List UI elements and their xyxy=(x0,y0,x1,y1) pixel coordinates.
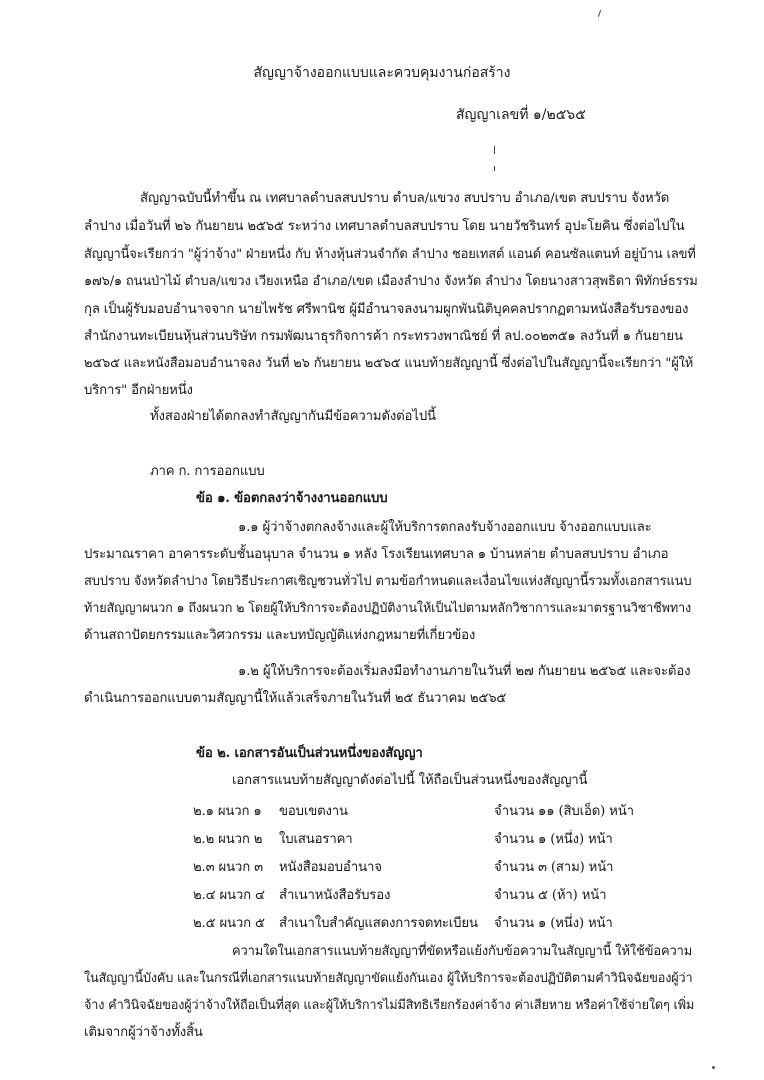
clause-1-2-line: ๑.๒ ผู้ให้บริการจะต้องเริ่มลงมือทำงานภายในวันที่ ๒๗ กันยายน ๒๕๖๕ และจะต้อง xyxy=(238,664,691,679)
attachment-label: ๒.๕ ผนวก ๕ xyxy=(193,916,265,931)
intro-line: สัญญานี้จะเรียกว่า "ผู้ว่าจ้าง" ฝ่ายหนึ่ง กับ ห้างหุ้นส่วนจำกัด ลำปาง ชอยเทสต์ แอนด์ คอนซัลแตนท์ อยู่บ้าน เลขที่ xyxy=(84,247,696,262)
intro-line: ลำปาง เมื่อวันที่ ๒๖ กันยายน ๒๕๖๕ ระหว่าง เทศบาลตำบลสบปราบ โดย นายวัชรินทร์ อุปะโยคิน ซึ่งต่อไปใน xyxy=(84,219,685,234)
clause-2-closing-line: จ้าง คำวินิจฉัยของผู้ว่าจ้างให้ถือเป็นที่สุด และผู้ให้บริการไม่มีสิทธิเรียกร้องค่าจ้าง ค่าเสียหาย หรือค่าใช้จ่ายใดๆ เพิ่ม xyxy=(84,997,695,1012)
scan-mark xyxy=(494,146,495,154)
clause-1-1-line: ท้ายสัญญาผนวก ๑ ถึงผนวก ๒ โดยผู้ให้บริการจะต้องปฏิบัติงานให้เป็นไปตามหลักวิชาการและมาตรฐานวิชาชีพทาง xyxy=(84,600,692,615)
clause-1-1-line: ประมาณราคา อาคารระดับชั้นอนุบาล จำนวน ๑ หลัง โรงเรียนเทศบาล ๑ บ้านหล่าย ตำบลสบปราบ อำเภอ xyxy=(84,547,669,562)
clause-1-1-line: สบปราบ จังหวัดลำปาง โดยวิธีประกาศเชิญชวนทั่วไป ตามข้อกำหนดและเงื่อนไขแห่งสัญญานี้รวมทั้งเอกสารแนบ xyxy=(84,574,692,589)
intro-line: สำนักงานทะเบียนหุ้นส่วนบริษัท กรมพัฒนาธุรกิจการค้า กระทรวงพาณิชย์ ที่ ลป.๐๐๒๓๕๑ ลงวันที่ ๑ กันยายน xyxy=(84,329,683,344)
attachment-label: ๒.๓ ผนวก ๓ xyxy=(193,860,263,875)
clause-2-heading: ข้อ ๒. เอกสารอันเป็นส่วนหนึ่งของสัญญา xyxy=(196,746,423,761)
clause-1-1-line: ด้านสถาปัตยกรรมและวิศวกรรม และบทบัญญัติแห่งกฎหมายที่เกี่ยวข้อง xyxy=(84,628,476,643)
scan-speck xyxy=(712,1066,715,1069)
page-title: สัญญาจ้างออกแบบและควบคุมงานก่อสร้าง xyxy=(253,65,511,81)
attachment-count: จำนวน ๑๑ (สิบเอ็ด) หน้า xyxy=(494,804,634,819)
attachment-desc: หนังสือมอบอำนาจ xyxy=(279,860,382,875)
attachment-count: จำนวน ๑ (หนึ่ง) หน้า xyxy=(494,916,613,931)
attachment-desc: สำเนาหนังสือรับรอง xyxy=(279,888,391,903)
scan-mark xyxy=(494,166,495,171)
contract-number: สัญญาเลขที่ ๑/๒๕๖๕ xyxy=(456,107,586,123)
intro-line: ๒๕๖๕ และหนังสือมอบอำนาจลง วันที่ ๒๖ กันยายน ๒๕๖๕ แนบท้ายสัญญานี้ ซึ่งต่อไปในสัญญานี้จะเรียกว่า "ผู้ให้ xyxy=(84,356,694,371)
clause-1-1-line: ๑.๑ ผู้ว่าจ้างตกลงจ้างและผู้ให้บริการตกลงรับจ้างออกแบบ จ้างออกแบบและ xyxy=(238,520,652,535)
clause-2-closing-line: ความใดในเอกสารแนบท้ายสัญญาที่ขัดหรือแย้งกับข้อความในสัญญานี้ ให้ใช้ข้อความ xyxy=(232,944,693,959)
attachment-count: จำนวน ๑ (หนึ่ง) หน้า xyxy=(494,832,613,847)
intro-line: ๑๗๖/๑ ถนนป่าไม้ ตำบล/แขวง เวียงเหนือ อำเภอ/เขต เมืองลำปาง จังหวัด ลำปาง โดยนางสาวสุพธิดา พิทักษ์ธรรม xyxy=(84,274,698,289)
intro-line: บริการ" อีกฝ่ายหนึ่ง xyxy=(84,383,193,398)
clause-2-closing-line: เติมจากผู้ว่าจ้างทั้งสิ้น xyxy=(84,1025,203,1040)
intro-line: กุล เป็นผู้รับมอบอำนาจจาก นายไพรัช ศรีพานิช ผู้มีอำนาจลงนามผูกพันนิติบุคคลปรากฏตามหนังสือรับรองของ xyxy=(84,302,689,317)
attachment-label: ๒.๒ ผนวก ๒ xyxy=(193,832,263,847)
attachment-count: จำนวน ๕ (ห้า) หน้า xyxy=(494,888,607,903)
attachment-desc: ขอบเขตงาน xyxy=(279,804,348,819)
clause-2-lead: เอกสารแนบท้ายสัญญาดังต่อไปนี้ ให้ถือเป็นส่วนหนึ่งของสัญญานี้ xyxy=(232,773,588,788)
attachment-label: ๒.๔ ผนวก ๔ xyxy=(193,888,265,903)
clause-1-heading: ข้อ ๑. ข้อตกลงว่าจ้างงานออกแบบ xyxy=(196,491,388,506)
clause-2-closing-line: ในสัญญานี้บังคับ และในกรณีที่เอกสารแนบท้ายสัญญาขัดแย้งกันเอง ผู้ให้บริการจะต้องปฏิบัติตามคำวินิจฉัยของผู้ว่า xyxy=(84,970,693,985)
intro-line: สัญญาฉบับนี้ทำขึ้น ณ เทศบาลตำบลสบปราบ ตำบล/แขวง สบปราบ อำเภอ/เขต สบปราบ จังหวัด xyxy=(140,191,670,206)
clause-1-2-line: ดำเนินการออกแบบตามสัญญานี้ให้แล้วเสร็จภายในวันที่ ๒๕ ธันวาคม ๒๕๖๕ xyxy=(84,691,507,706)
scan-mark xyxy=(598,10,601,17)
agreement-line: ทั้งสองฝ่ายได้ตกลงทำสัญญากันมีข้อความดังต่อไปนี้ xyxy=(150,409,436,424)
attachment-label: ๒.๑ ผนวก ๑ xyxy=(193,804,262,819)
attachment-desc: ใบเสนอราคา xyxy=(279,832,353,847)
attachment-count: จำนวน ๓ (สาม) หน้า xyxy=(494,860,614,875)
part-a-heading: ภาค ก. การออกแบบ xyxy=(150,464,265,479)
attachment-desc: สำเนาใบสำคัญแสดงการจดทะเบียน xyxy=(279,916,478,931)
